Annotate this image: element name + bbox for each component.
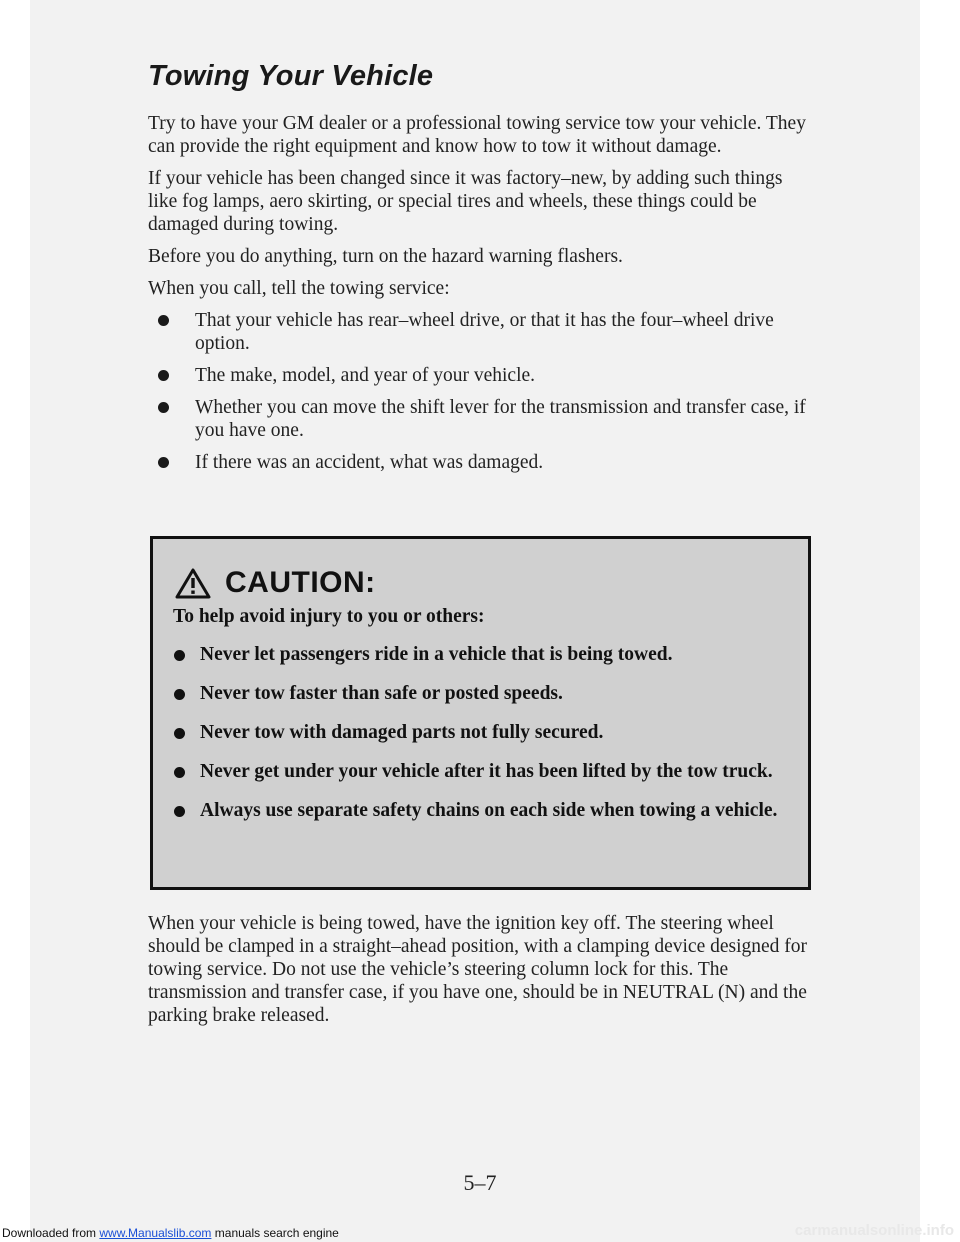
intro-section [148, 112, 808, 483]
footer-prefix: Downloaded from [2, 1226, 100, 1240]
caution-box [150, 536, 811, 890]
caution-item [173, 643, 793, 667]
list-item-text: Whether you can move the shift lever for the transmission and transfer case, if you have one. [195, 397, 806, 441]
caution-item [173, 760, 793, 784]
warning-triangle-icon [175, 568, 211, 599]
footer-suffix: manuals search engine [211, 1226, 339, 1240]
paragraph-dealer: Try to have your GM dealer or a professional towing service tow your vehicle. They can provide the right equipment and know how to tow it without damage. [148, 113, 806, 157]
caution-item [173, 682, 793, 706]
caution-item-text: Never let passengers ride in a vehicle that is being towed. [200, 644, 673, 665]
list-item-text: The make, model, and year of your vehicle. [195, 365, 536, 386]
caution-item-text: Never tow with damaged parts not fully secured. [200, 722, 604, 743]
caution-title: CAUTION: [225, 566, 376, 599]
paragraph-call: When you call, tell the towing service: [148, 278, 450, 299]
download-footer [2, 1226, 339, 1240]
manualslib-link[interactable]: www.Manualslib.com [99, 1226, 212, 1240]
list-item-text: If there was an accident, what was damaged. [195, 452, 544, 473]
bullet-icon [174, 728, 185, 739]
caution-item-text: Never get under your vehicle after it has been lifted by the tow truck. [200, 761, 773, 782]
bullet-icon [158, 370, 169, 381]
list-item [148, 364, 808, 387]
paragraph-modifications: If your vehicle has been changed since it was factory–new, by adding such things like fog lamps, aero skirting, or special tires and wheels, these things could be damaged during towing. [148, 168, 783, 235]
towing-info-list [148, 309, 808, 474]
bullet-icon [158, 315, 169, 326]
watermark: carmanualsonline.info [794, 1222, 954, 1239]
caution-intro: To help avoid injury to you or others: [173, 606, 485, 627]
caution-item [173, 721, 793, 745]
page-title: Towing Your Vehicle [148, 60, 434, 92]
page-number: 5–7 [463, 1170, 497, 1195]
list-item [148, 309, 808, 355]
list-item-text: That your vehicle has rear–wheel drive, or that it has the four–wheel drive option. [195, 310, 774, 354]
bullet-icon [158, 402, 169, 413]
caution-list [173, 643, 793, 823]
paragraph-hazard: Before you do anything, turn on the hazard warning flashers. [148, 246, 623, 267]
closing-section [148, 912, 808, 1036]
caution-item-text: Never tow faster than safe or posted speeds. [200, 683, 563, 704]
bullet-icon [174, 767, 185, 778]
bullet-icon [174, 650, 185, 661]
paragraph-ignition: When your vehicle is being towed, have the ignition key off. The steering wheel should be clamped in a straight–ahead position, with a clamping device designed for towing service. Do not use the vehicle’s steering column lock for this. The transmission and transfer case, if you have one, should be in NEUTRAL (N) and the parking brake released. [148, 913, 808, 1026]
caution-item [173, 799, 793, 823]
bullet-icon [158, 457, 169, 468]
list-item [148, 451, 808, 474]
bullet-icon [174, 689, 185, 700]
caution-item-text: Always use separate safety chains on each side when towing a vehicle. [200, 800, 778, 821]
caution-header [175, 566, 376, 600]
list-item [148, 396, 808, 442]
bullet-icon [174, 806, 185, 817]
caution-body [173, 605, 793, 838]
